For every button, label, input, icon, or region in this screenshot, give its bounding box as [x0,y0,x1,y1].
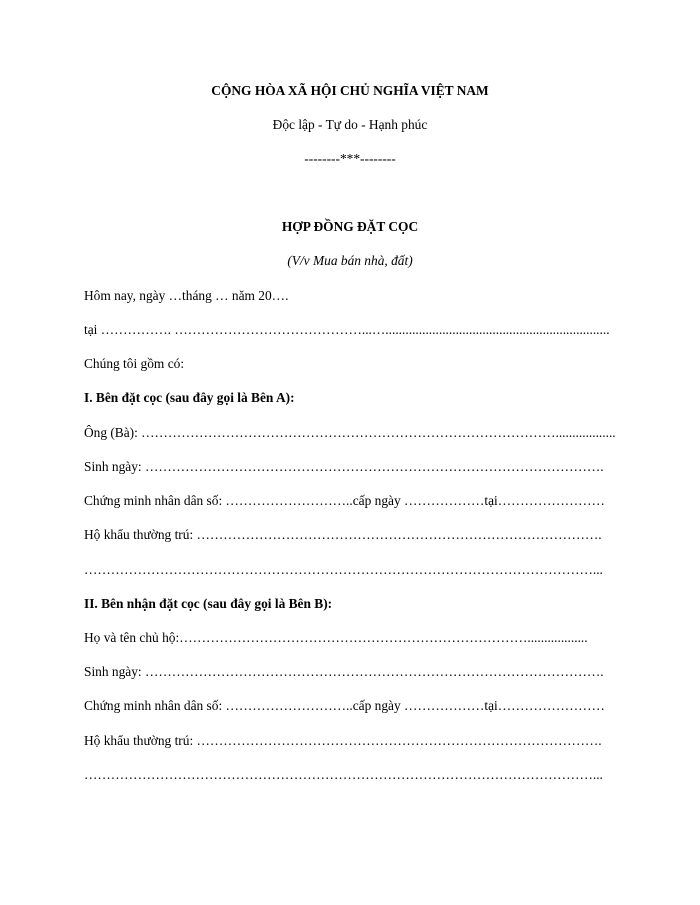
place-line: tại ……………. ……………………………………...…................................................................... [84,322,610,337]
national-motto: Độc lập - Tự do - Hạnh phúc [272,117,428,132]
party-b-heading: II. Bên nhận đặt cọc (sau đây gọi là Bên B): [84,596,333,611]
party-a-dob-line: Sinh ngày: …………………………………………………………………………………………. [84,459,604,474]
party-b-dob-line: Sinh ngày: …………………………………………………………………………………………. [84,664,604,679]
party-a-extra-line: ……………………………………………………………………………………………………... [84,562,603,577]
party-b-name-line: Họ và tên chủ hộ:…………………………………………………………………….................. [84,630,588,645]
party-b-extra-line: ……………………………………………………………………………………………………... [84,767,603,782]
date-line: Hôm nay, ngày …tháng … năm 20…. [84,288,289,303]
party-a-id-line: Chứng minh nhân dân số: ………………………..cấp ngày ………………tại…………………… [84,493,605,508]
intro-line: Chúng tôi gồm có: [84,356,185,371]
party-a-name-line: Ông (Bà): ………………………………………………………………………………….................. [84,425,616,440]
nation-heading: CỘNG HÒA XÃ HỘI CHỦ NGHĨA VIỆT NAM [211,83,489,98]
party-b-residence-line: Hộ khẩu thường trú: ………………………………………………………………………………. [84,733,602,748]
contract-title: HỢP ĐỒNG ĐẶT CỌC [281,219,419,234]
contract-subtitle: (V/v Mua bán nhà, đất) [287,253,413,268]
party-a-residence-line: Hộ khẩu thường trú: ………………………………………………………………………………. [84,527,602,542]
header-separator: --------***-------- [304,151,396,166]
party-b-id-line: Chứng minh nhân dân số: ………………………..cấp ngày ………………tại…………………… [84,698,605,713]
party-a-heading: I. Bên đặt cọc (sau đây gọi là Bên A): [84,390,295,405]
